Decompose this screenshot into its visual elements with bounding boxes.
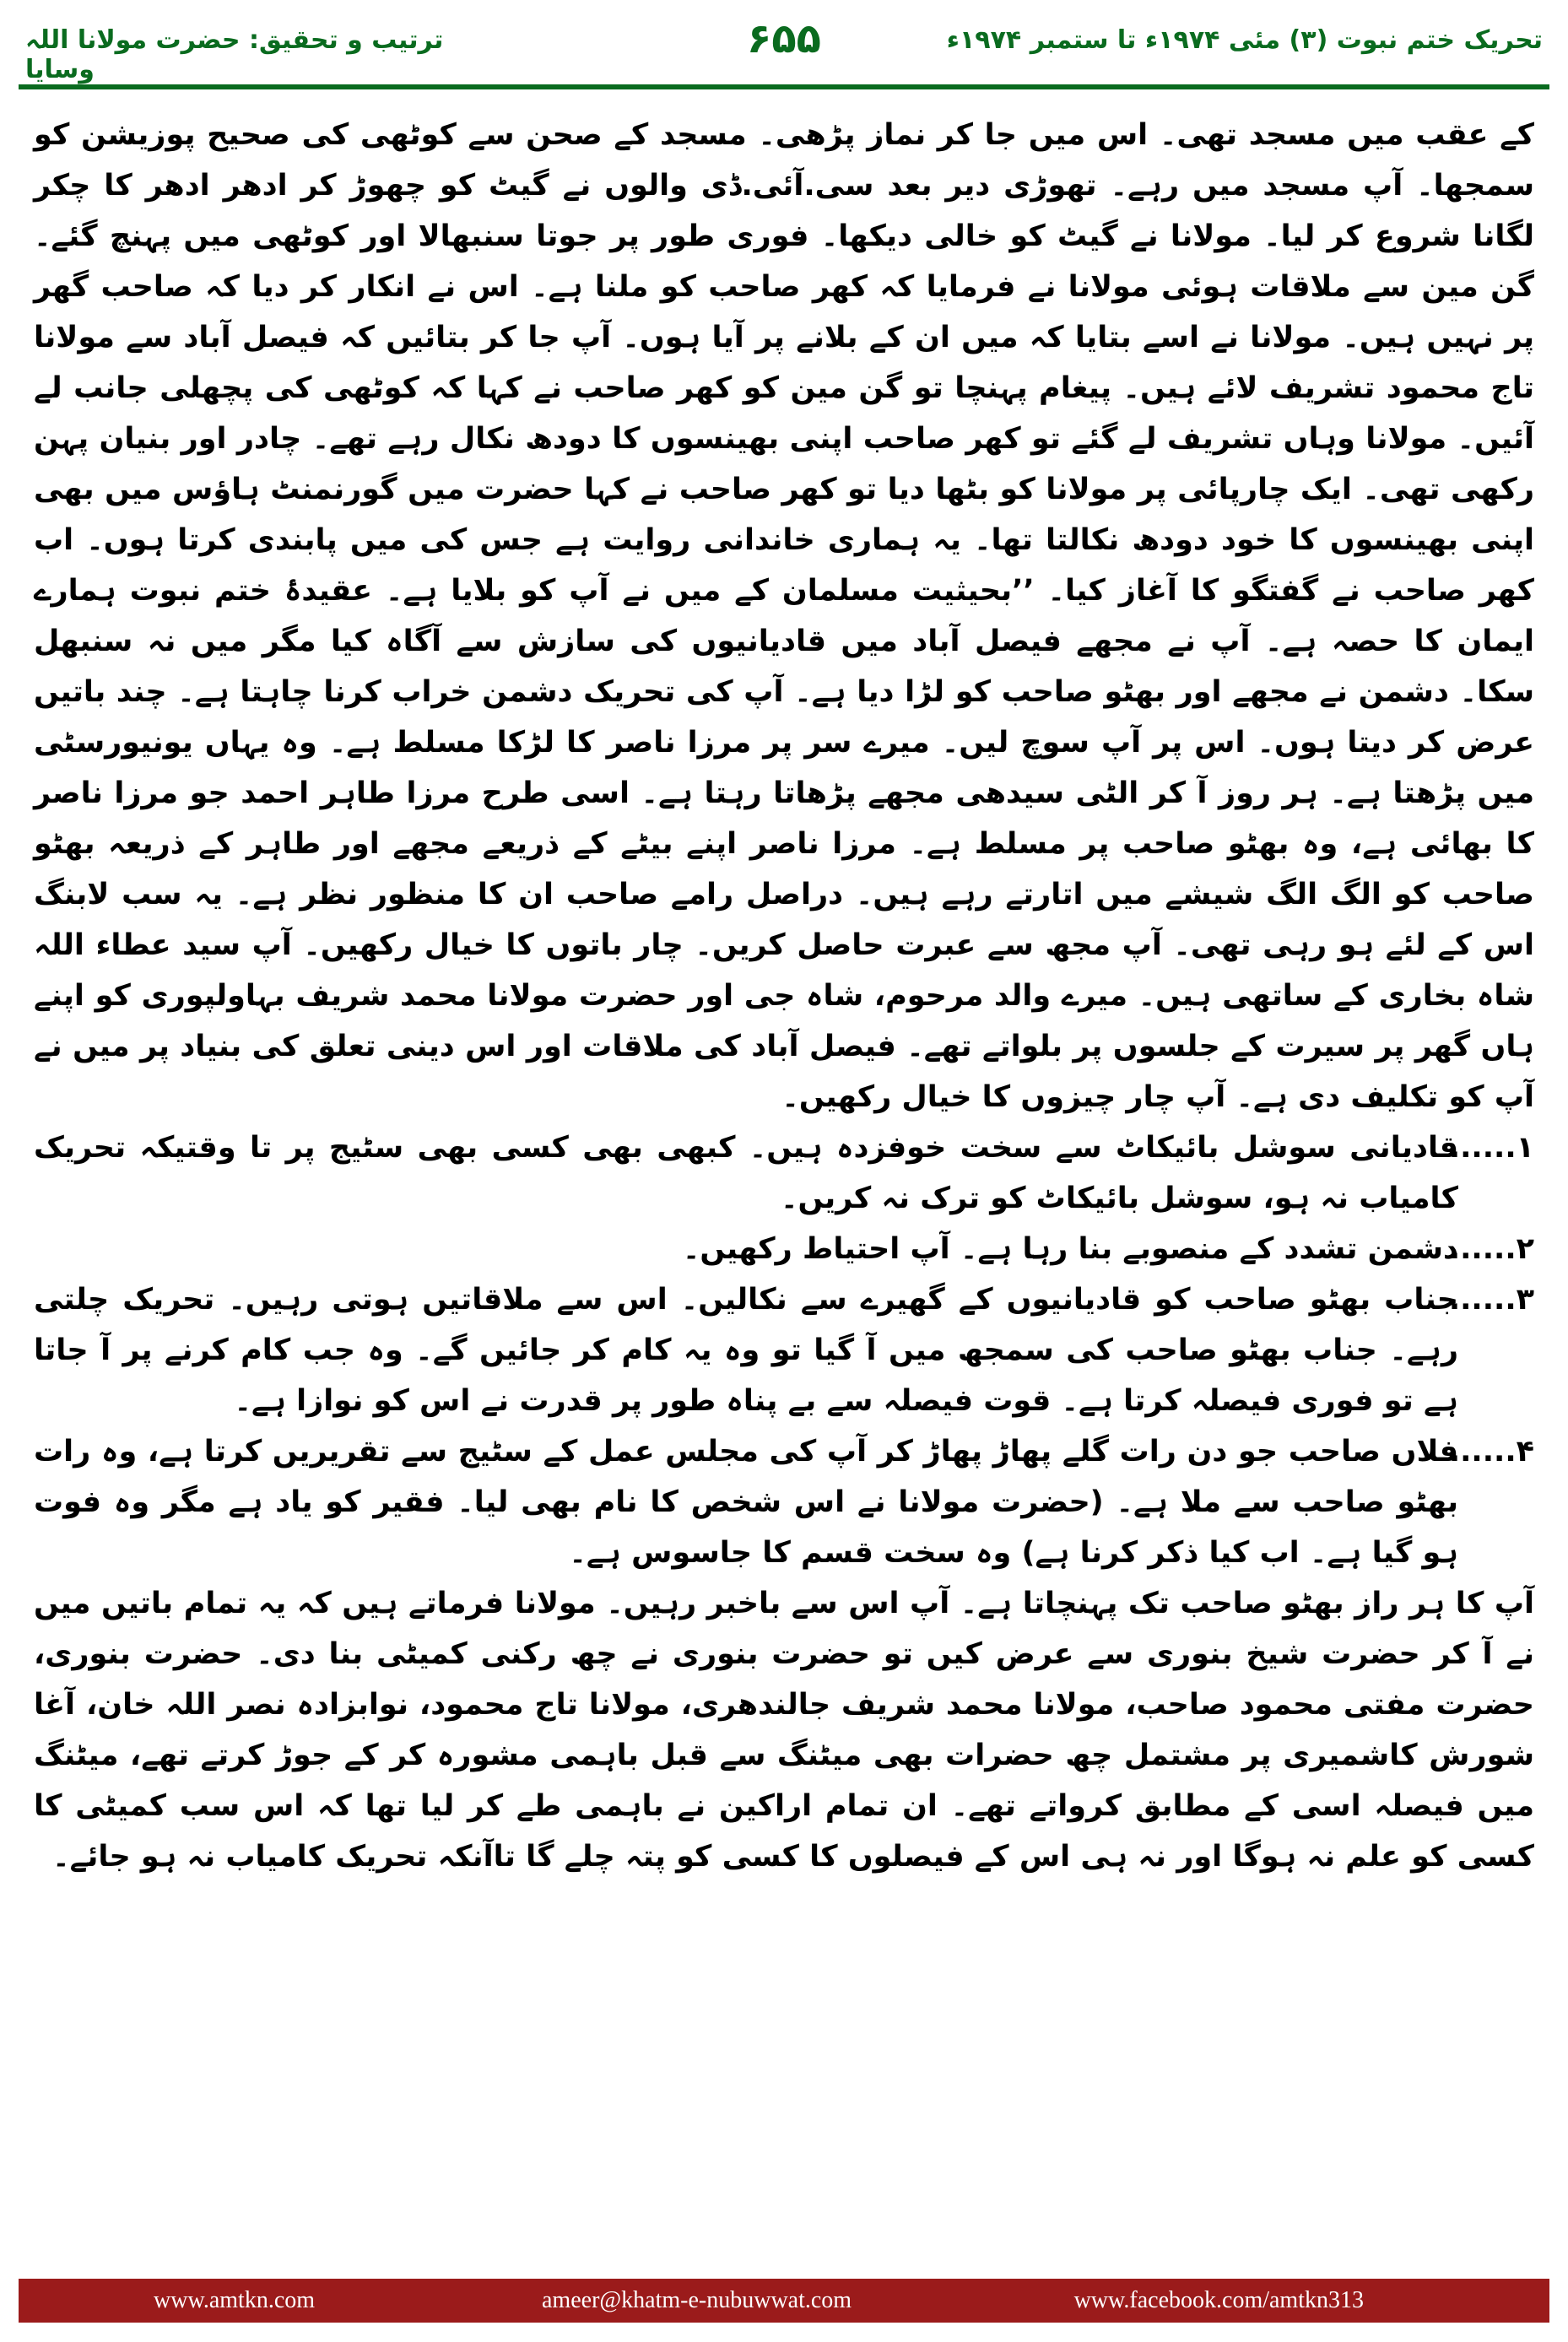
footer-facebook-link[interactable]: www.facebook.com/amtkn313 bbox=[1073, 2287, 1364, 2313]
header-compiler: ترتیب و تحقیق: حضرت مولانا اللہ وسایا bbox=[25, 25, 444, 84]
list-item-number: ۴...... bbox=[1448, 1435, 1534, 1468]
list-item-text: جناب بھٹو صاحب کو قادیانیوں کے گھیرے سے نکالیں۔ اس سے ملاقاتیں ہوتی رہیں۔ تحریک چلتی رہے۔ جناب بھٹو صاحب کی سمجھ میں آ گیا تو وہ یہ کام کر جائیں گے۔ وہ جب کام کرنے پر آ جاتا ہے تو فوری فیصلہ کرتا ہے۔ قوت فیصلہ سے بے پناہ طور پر قدرت نے اس کو نوازا ہے۔ bbox=[34, 1283, 1458, 1418]
list-item-text: قادیانی سوشل بائیکاٹ سے سخت خوفزدہ ہیں۔ کبھی بھی کسی بھی سٹیج پر تا وقتیکہ تحریک کامیاب نہ ہو، سوشل بائیکاٹ کو ترک نہ کریں۔ bbox=[34, 1131, 1458, 1215]
header-divider bbox=[19, 84, 1549, 89]
list-item bbox=[34, 1224, 1534, 1274]
list-item bbox=[34, 1426, 1534, 1578]
body-paragraph: کے عقب میں مسجد تھی۔ اس میں جا کر نماز پڑھی۔ مسجد کے صحن سے کوٹھی کی صحیح پوزیشن کو سمجھا۔ آپ مسجد میں رہے۔ تھوڑی دیر بعد سی.آئی.ڈی والوں نے گیٹ کو چھوڑ کر ادھر ادھر کا چکر لگانا شروع کر لیا۔ مولانا نے گیٹ کو خالی دیکھا۔ فوری طور پر جوتا سنبھالا اور کوٹھی میں پہنچ گئے۔ گن مین سے ملاقات ہوئی مولانا نے فرمایا کہ کھر صاحب کو ملنا ہے۔ اس نے انکار کر دیا کہ صاحب گھر پر نہیں ہیں۔ مولانا نے اسے بتایا کہ میں ان کے بلانے پر آیا ہوں۔ آپ جا کر بتائیں کہ فیصل آباد سے مولانا تاج محمود تشریف لائے ہیں۔ پیغام پہنچا تو گن مین کو کھر صاحب نے کہا کہ کوٹھی کی پچھلی جانب لے آئیں۔ مولانا وہاں تشریف لے گئے تو کھر صاحب اپنی بھینسوں کا دودھ نکال رہے تھے۔ چادر اور بنیان پہن رکھی تھی۔ ایک چارپائی پر مولانا کو بٹھا دیا تو کھر صاحب نے کہا حضرت میں گورنمنٹ ہاؤس میں بھی اپنی بھینسوں کا خود دودھ نکالتا تھا۔ یہ ہماری خاندانی روایت ہے جس کی میں پابندی کرتا ہوں۔ اب کھر صاحب نے گفتگو کا آغاز کیا۔ ’’بحیثیت مسلمان کے میں نے آپ کو بلایا ہے۔ عقیدۂ ختم نبوت ہمارے ایمان کا حصہ ہے۔ آپ نے مجھے فیصل آباد میں قادیانیوں کی سازش سے آگاہ کیا مگر میں نہ سنبھل سکا۔ دشمن نے مجھے اور بھٹو صاحب کو لڑا دیا ہے۔ آپ کی تحریک دشمن خراب کرنا چاہتا ہے۔ چند باتیں عرض کر دیتا ہوں۔ اس پر آپ سوچ لیں۔ میرے سر پر مرزا ناصر کا لڑکا مسلط ہے۔ وہ یہاں یونیورسٹی میں پڑھتا ہے۔ ہر روز آ کر الٹی سیدھی مجھے پڑھاتا رہتا ہے۔ اسی طرح مرزا طاہر احمد جو مرزا ناصر کا بھائی ہے، وہ بھٹو صاحب پر مسلط ہے۔ مرزا ناصر اپنے بیٹے کے ذریعے مجھے اور طاہر کے ذریعہ بھٹو صاحب کو الگ الگ شیشے میں اتارتے رہے ہیں۔ دراصل رامے صاحب ان کا منظور نظر ہے۔ یہ سب لابنگ اس کے لئے ہو رہی تھی۔ آپ مجھ سے عبرت حاصل کریں۔ چار باتوں کا خیال رکھیں۔ آپ سید عطاء اللہ شاہ بخاری کے ساتھی ہیں۔ میرے والد مرحوم، شاہ جی اور حضرت مولانا محمد شریف بہاولپوری کو اپنے ہاں گھر پر سیرت کے جلسوں پر بلواتے تھے۔ فیصل آباد کی ملاقات اور اس دینی تعلق کی بنیاد پر میں نے آپ کو تکلیف دی ہے۔ آپ چار چیزوں کا خیال رکھیں۔ bbox=[34, 118, 1534, 1114]
list-item-number: ۲...... bbox=[1448, 1232, 1534, 1266]
page-header bbox=[0, 0, 1568, 93]
list-item bbox=[34, 1122, 1534, 1224]
page-footer bbox=[19, 2279, 1549, 2323]
list-item-text: فلاں صاحب جو دن رات گلے پھاڑ پھاڑ کر آپ کی مجلس عمل کے سٹیج سے تقریریں کرتا ہے، وہ رات بھٹو صاحب سے ملا ہے۔ (حضرت مولانا نے اس شخص کا نام بھی لیا۔ فقیر کو یاد ہے مگر وہ فوت ہو گیا ہے۔ اب کیا ذکر کرنا ہے) وہ سخت قسم کا جاسوس ہے۔ bbox=[34, 1435, 1458, 1570]
list-item-number: ۱...... bbox=[1448, 1131, 1534, 1165]
list-item-text: دشمن تشدد کے منصوبے بنا رہا ہے۔ آپ احتیاط رکھیں۔ bbox=[682, 1232, 1458, 1266]
header-book-title: تحریک ختم نبوت (۳) مئی ۱۹۷۴ء تا ستمبر ۱۹۷۴ء bbox=[946, 25, 1543, 55]
body-paragraph: آپ کا ہر راز بھٹو صاحب تک پہنچاتا ہے۔ آپ اس سے باخبر رہیں۔ مولانا فرماتے ہیں کہ یہ تمام باتیں میں نے آ کر حضرت شیخ بنوری سے عرض کیں تو حضرت بنوری نے چھ رکنی کمیٹی بنا دی۔ حضرت بنوری، حضرت مفتی محمود صاحب، مولانا محمد شریف جالندھری، مولانا تاج محمود، نوابزادہ نصر اللہ خان، آغا شورش کاشمیری پر مشتمل چھ حضرات بھی میٹنگ سے قبل باہمی مشورہ کر کے جوڑ کرتے تھے، میٹنگ میں فیصلہ اسی کے مطابق کرواتے تھے۔ ان تمام اراکین نے باہمی طے کر لیا تھا کہ اس سب کمیٹی کا کسی کو علم نہ ہوگا اور نہ ہی اس کے فیصلوں کا کسی کو پتہ چلے گا تاآنکہ تحریک کامیاب نہ ہو جائے۔ bbox=[34, 1587, 1534, 1874]
page-body bbox=[34, 110, 1534, 1882]
footer-email-link[interactable]: ameer@khatm-e-nubuwwat.com bbox=[542, 2287, 852, 2313]
page-number: ۶۵۵ bbox=[747, 15, 821, 62]
list-item bbox=[34, 1274, 1534, 1426]
list-item-number: ۳...... bbox=[1448, 1283, 1534, 1317]
footer-website-link[interactable]: www.amtkn.com bbox=[154, 2287, 316, 2313]
